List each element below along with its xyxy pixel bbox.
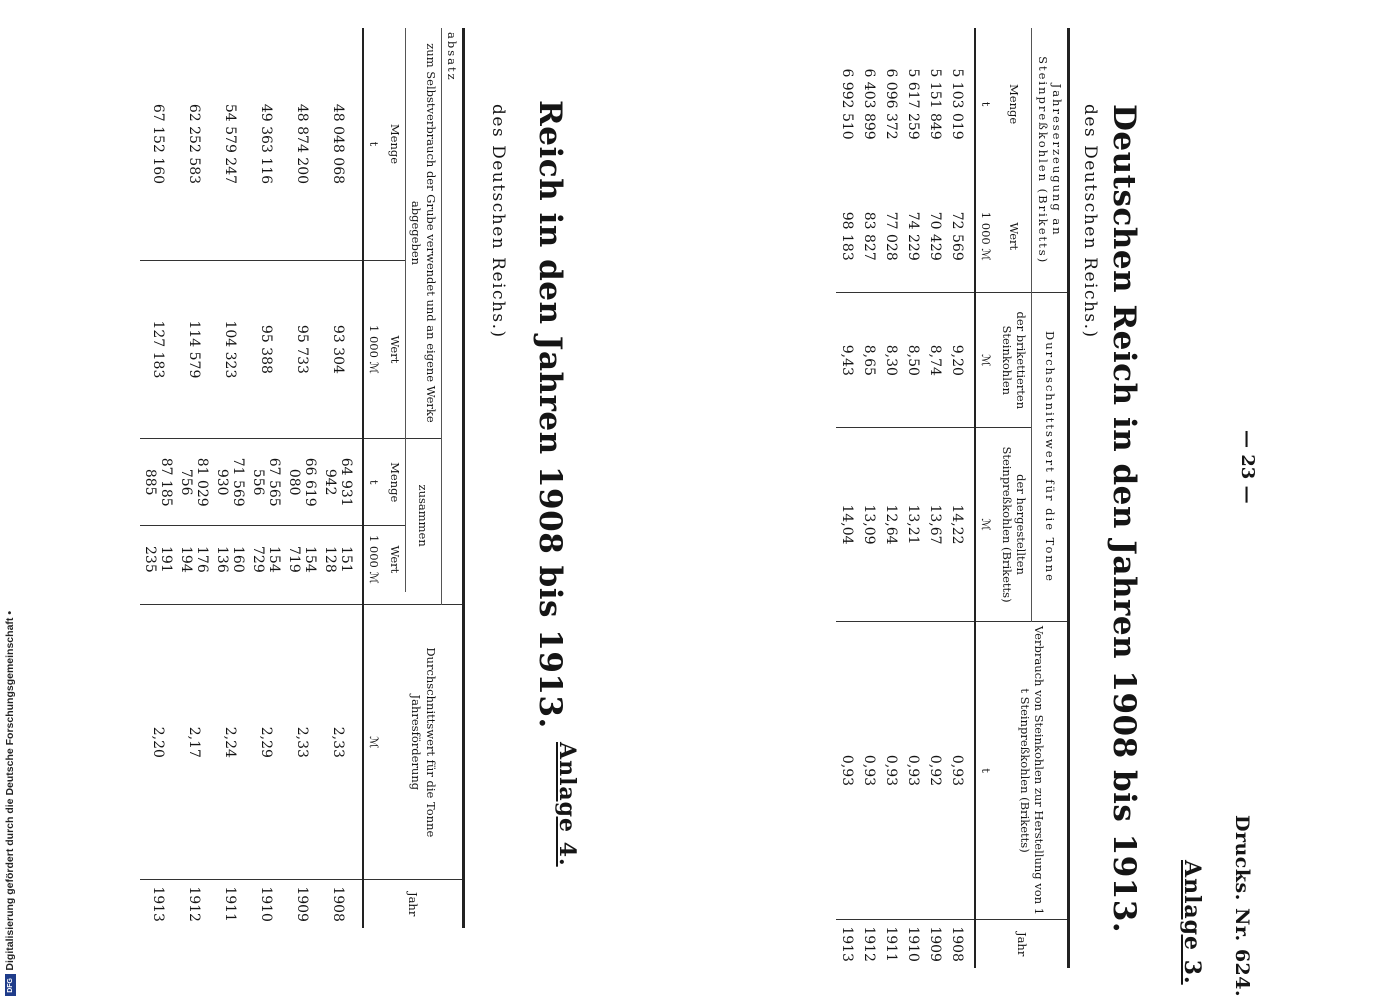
header-year: Jahr <box>975 920 1068 968</box>
cell-consumption: 0,92 <box>924 621 946 920</box>
header-quantity: Menge <box>387 123 402 165</box>
header-consumption: Verbrauch von Steinkohlen zur Herstellung von 1 t Steinpreßkohlen (Briketts) <box>997 621 1069 920</box>
appendix-4-subtitle: des Deutschen Reichs.) <box>488 104 508 339</box>
cell-quantity: 5 151 849 <box>927 68 944 140</box>
cell-quantity: 5 103 019 <box>949 68 966 140</box>
appendix-4-title: Reich in den Jahren 1908 bis 1913. <box>532 100 568 729</box>
header-quantity: Menge <box>1007 84 1022 125</box>
cell-consumption: 0,93 <box>902 621 924 920</box>
unit-total-value: 1 000 ℳ <box>363 526 384 592</box>
table-row <box>946 28 975 968</box>
cell-total-value: 154 729 <box>248 526 284 592</box>
unit-quantity: t <box>367 141 382 147</box>
cell-value: 70 429 <box>927 211 944 261</box>
cell-total-value: 151 128 <box>320 526 363 592</box>
header-average-coal: der brikettierten Steinkohlen <box>997 293 1032 428</box>
cell-total-quantity: 64 931 942 <box>320 438 363 525</box>
table-row <box>140 28 176 928</box>
cell-year: 1912 <box>176 880 212 928</box>
table-row <box>858 28 880 968</box>
cell-self-quantity: 67 152 160 <box>150 103 167 185</box>
cell-average: 2,17 <box>176 605 212 880</box>
unit-average-coal: ℳ <box>975 293 996 428</box>
cell-consumption: 0,93 <box>946 621 975 920</box>
cell-quantity: 6 992 510 <box>839 68 856 140</box>
cell-self-quantity: 49 363 116 <box>258 103 275 185</box>
header-average: Durchschnittswert für die Tonne Jahresförderung <box>385 605 464 880</box>
cell-total-value: 160 136 <box>212 526 248 592</box>
cell-year: 1909 <box>284 880 320 928</box>
cell-self-quantity: 48 048 068 <box>330 103 347 185</box>
appendix-4-table-wrap <box>140 28 465 928</box>
cell-total-quantity: 81 029 756 <box>176 438 212 525</box>
cell-year: 1911 <box>880 920 902 968</box>
cell-average: 2,20 <box>140 605 176 880</box>
cell-year: 1912 <box>858 920 880 968</box>
cell-year: 1908 <box>946 920 975 968</box>
cell-value: 98 183 <box>839 211 856 261</box>
cell-self-value: 127 183 <box>140 260 176 438</box>
cell-total-value: 176 194 <box>176 526 212 592</box>
unit-consumption: t <box>975 621 996 920</box>
header-self-use: zum Selbstverbrauch der Grube verwendet und an eigene Werke abgegeben <box>405 28 441 438</box>
cell-total-quantity: 87 185 885 <box>140 438 176 525</box>
header-average-group: Durchschnittswert für die Tonne <box>1032 293 1069 621</box>
page-number: — 23 — <box>1237 430 1258 504</box>
cell-average-coal: 8,50 <box>902 293 924 428</box>
table-row <box>248 28 284 928</box>
header-total-value: Wert <box>385 526 406 592</box>
cell-quantity: 6 403 899 <box>861 68 878 140</box>
header-production-group: Jahreserzeugung an Steinpreßkohlen (Briketts) <box>1032 28 1069 293</box>
cell-year: 1913 <box>140 880 176 928</box>
cell-average: 2,24 <box>212 605 248 880</box>
appendix-3-table <box>836 28 1070 968</box>
cell-year: 1913 <box>836 920 858 968</box>
header-sales-group: absatz <box>441 28 463 605</box>
cell-average-briquettes: 13,21 <box>902 428 924 621</box>
cell-consumption: 0,93 <box>858 621 880 920</box>
cell-average-coal: 9,43 <box>836 293 858 428</box>
cell-average-briquettes: 13,67 <box>924 428 946 621</box>
unit-average-briquettes: ℳ <box>975 428 996 621</box>
table-row <box>902 28 924 968</box>
cell-year: 1909 <box>924 920 946 968</box>
unit-average: ℳ <box>363 605 384 880</box>
header-total: zusammen <box>405 438 441 592</box>
header-value: Wert <box>1007 222 1022 251</box>
cell-consumption: 0,93 <box>836 621 858 920</box>
cell-total-quantity: 66 619 080 <box>284 438 320 525</box>
table-row <box>880 28 902 968</box>
header-average-briquettes: der hergestellten Steinpreßkohlen (Briketts) <box>997 428 1032 621</box>
cell-average-briquettes: 14,04 <box>836 428 858 621</box>
cell-self-value: 95 733 <box>284 260 320 438</box>
unit-quantity: t <box>979 101 994 107</box>
cell-value: 74 229 <box>905 211 922 261</box>
cell-self-quantity: 54 579 247 <box>222 103 239 185</box>
cell-total-value: 154 719 <box>284 526 320 592</box>
cell-average-briquettes: 14,22 <box>946 428 975 621</box>
appendix-4-label: Anlage 4. <box>554 742 580 867</box>
header-total-quantity: Menge <box>385 438 406 525</box>
cell-total-quantity: 67 565 556 <box>248 438 284 525</box>
cell-self-value: 95 388 <box>248 260 284 438</box>
cell-average-coal: 8,65 <box>858 293 880 428</box>
cell-value: 72 569 <box>949 211 966 261</box>
cell-average: 2,29 <box>248 605 284 880</box>
appendix-3-label: Anlage 3. <box>1179 860 1205 985</box>
document-number: Drucks. Nr. 624. <box>1231 815 1253 998</box>
cell-quantity: 6 096 372 <box>883 68 900 140</box>
header-year: Jahr <box>363 880 463 928</box>
table-row <box>836 28 858 968</box>
cell-average-briquettes: 13,09 <box>858 428 880 621</box>
cell-average-coal: 8,74 <box>924 293 946 428</box>
cell-total-value: 191 235 <box>140 526 176 592</box>
cell-average-coal: 8,30 <box>880 293 902 428</box>
cell-total-quantity: 71 569 930 <box>212 438 248 525</box>
cell-self-value: 93 304 <box>320 260 363 438</box>
table-row <box>320 28 363 928</box>
cell-average: 2,33 <box>320 605 363 880</box>
table-row <box>924 28 946 968</box>
cell-self-value: 104 323 <box>212 260 248 438</box>
appendix-3-subtitle: des Deutschen Reichs.) <box>1080 104 1100 339</box>
cell-year: 1911 <box>212 880 248 928</box>
cell-value: 83 827 <box>861 211 878 261</box>
table-row <box>284 28 320 928</box>
cell-year: 1910 <box>248 880 284 928</box>
table-row <box>176 28 212 928</box>
unit-total-quantity: t <box>363 438 384 525</box>
unit-value: 1 000 ℳ <box>363 260 384 438</box>
appendix-3-table-wrap <box>836 28 1070 968</box>
cell-average: 2,33 <box>284 605 320 880</box>
unit-value: 1 000 ℳ <box>979 211 994 261</box>
appendix-3-title: Deutschen Reich in den Jahren 1908 bis 1913. <box>1106 104 1142 934</box>
cell-self-quantity: 62 252 583 <box>186 103 203 185</box>
cell-average-coal: 9,20 <box>946 293 975 428</box>
cell-year: 1910 <box>902 920 924 968</box>
dfg-logo-text: DFG <box>6 977 14 993</box>
table-row <box>212 28 248 928</box>
cell-quantity: 5 617 259 <box>905 68 922 140</box>
funding-note: Digitalisierung gefördert durch die Deutsche Forschungsgemeinschaft • <box>4 611 16 971</box>
cell-year: 1908 <box>320 880 363 928</box>
cell-consumption: 0,93 <box>880 621 902 920</box>
cell-average-briquettes: 12,64 <box>880 428 902 621</box>
cell-value: 77 028 <box>883 211 900 261</box>
appendix-4-table <box>140 28 465 928</box>
header-value: Wert <box>385 260 406 438</box>
cell-self-quantity: 48 874 200 <box>294 103 311 185</box>
cell-self-value: 114 579 <box>176 260 212 438</box>
